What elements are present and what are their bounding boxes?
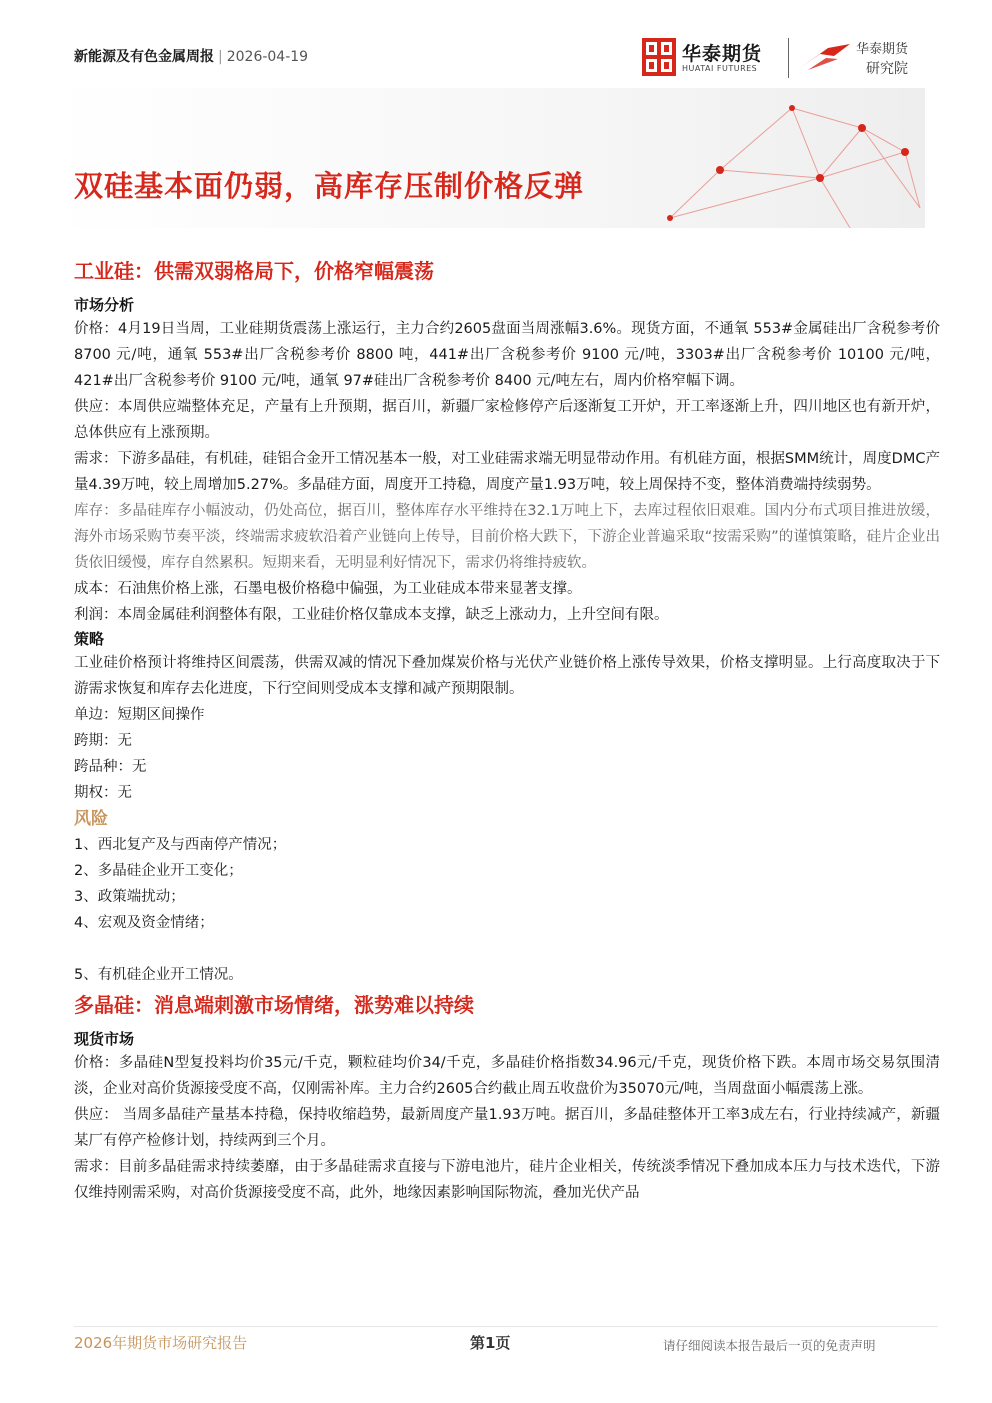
section-heading-polysilicon: 多晶硅：消息端刺激市场情绪，涨势难以持续 xyxy=(74,993,474,1017)
title-banner xyxy=(50,88,925,228)
risk-item: 3、政策端扰动； xyxy=(74,889,185,905)
silicon-inventory-paragraph: 库存：多晶硅库存小幅波动，仍处高位，据百川，整体库存水平维持在32.1万吨上下，去库过程依旧艰难。国内分布式项目推进放缓，海外市场采购节奏平淡，终端需求疲软沿着产业链向上传导，目前价格大跌下，下游企业普遍采取“按需采购”的谨慎策略，硅片企业出货依旧缓慢，库存自然累积。短期来看，无明显利好情况下，需求仍将维持疲软。 xyxy=(74,503,940,571)
page-number: 第1页 xyxy=(470,1334,511,1352)
strategy-cross: 跨品种：无 xyxy=(74,759,147,775)
silicon-demand-paragraph: 需求：下游多晶硅，有机硅，硅铝合金开工情况基本一般，对工业硅需求端无明显带动作用。有机硅方面，根据SMM统计，周度DMC产量4.39万吨，较上周增加5.27%。多晶硅方面，周度开工持稳，周度产量1.93万吨，较上周保持不变，整体消费端持续弱势。 xyxy=(74,451,940,493)
silicon-strategy-paragraph: 工业硅价格预计将维持区间震荡，供需双减的情况下叠加煤炭价格与光伏产业链价格上涨传导效果，价格支撑明显。上行高度取决于下游需求恢复和库存去化进度，下行空间则受成本支撑和减产预期限制。 xyxy=(74,655,940,697)
risk-item: 5、有机硅企业开工情况。 xyxy=(74,967,243,983)
strategy-label: 策略 xyxy=(74,630,105,648)
strategy-spread: 跨期：无 xyxy=(74,733,132,749)
silicon-cost-paragraph: 成本：石油焦价格上涨，石墨电极价格稳中偏强，为工业硅成本带来显著支撑。 xyxy=(74,581,582,597)
huatai-futures-logo xyxy=(642,36,782,82)
spacer xyxy=(74,936,940,962)
silicon-supply-paragraph: 供应：本周供应端整体充足，产量有上升预期，据百川，新疆厂家检修停产后逐渐复工开炉，开工率逐渐上升，四川地区也有新开炉，总体供应有上涨预期。 xyxy=(74,399,940,441)
strategy-option: 期权：无 xyxy=(74,785,132,801)
spot-market-label: 现货市场 xyxy=(74,1030,135,1048)
report-header xyxy=(74,46,308,66)
silicon-price-paragraph: 价格：4月19日当周，工业硅期货震荡上涨运行，主力合约2605盘面当周涨幅3.6%。现货方面，不通氧 553#金属硅出厂含税参考价 8700 元/吨，通氧 553#出厂含税参考价 8800 吨，441#出厂含税参考价 9100 元/吨，3303#出厂含税参考价 10100 元/吨，421#出厂含税参考价 9100 元/吨，通氧 97#硅出厂含税参考价 8400 元/吨左右，周内价格窄幅下调。 xyxy=(74,321,940,389)
disclaimer-note: 请仔细阅读本报告最后一页的免责声明 xyxy=(663,1338,876,1353)
risk-item: 2、多晶硅企业开工变化； xyxy=(74,863,243,879)
footer-report-name: 2026年期货市场研究报告 xyxy=(74,1334,248,1352)
research-institute-logo xyxy=(798,36,928,82)
document-title: 双硅基本面仍弱，高库存压制价格反弹 xyxy=(74,169,585,203)
company-name-en: HUATAI FUTURES xyxy=(682,64,758,73)
market-analysis-label: 市场分析 xyxy=(74,296,135,314)
logo-divider xyxy=(788,38,789,78)
report-date: 2026-04-19 xyxy=(226,49,309,65)
report-content xyxy=(74,256,940,1206)
institute-line1: 华泰期货 xyxy=(856,42,909,57)
institute-logo-icon xyxy=(798,42,852,72)
poly-demand-paragraph: 需求：目前多晶硅需求持续萎靡，由于多晶硅需求直接与下游电池片，硅片企业相关，传统淡季情况下叠加成本压力与技术迭代，下游仅维持刚需采购，对高价货源接受度不高，此外，地缘因素影响国际物流，叠加光伏产品 xyxy=(74,1159,940,1201)
risk-label: 风险 xyxy=(74,809,108,829)
institute-line2: 研究院 xyxy=(866,61,908,77)
strategy-single: 单边：短期区间操作 xyxy=(74,707,205,723)
risk-item: 1、西北复产及与西南停产情况； xyxy=(74,837,287,853)
footer-rule xyxy=(74,1326,938,1327)
poly-supply-paragraph: 供应： 当周多晶硅产量基本持稳，保持收缩趋势，最新周度产量1.93万吨。据百川，多晶硅整体开工率3成左右，行业持续减产，新疆某厂有停产检修计划，持续两到三个月。 xyxy=(74,1107,940,1149)
huatai-logo-icon xyxy=(642,38,676,76)
risk-item: 4、宏观及资金情绪； xyxy=(74,915,214,931)
company-name-cn: 华泰期货 xyxy=(682,43,763,65)
silicon-profit-paragraph: 利润：本周金属硅利润整体有限，工业硅价格仅靠成本支撑，缺乏上涨动力，上升空间有限。 xyxy=(74,607,669,623)
poly-price-paragraph: 价格：多晶硅N型复投料均价35元/千克，颗粒硅均价34/千克，多晶硅价格指数34.96元/千克，现货价格下跌。本周市场交易氛围清淡，企业对高价货源接受度不高，仅刚需补库。主力合约2605合约截止周五收盘价为35070元/吨，当周盘面小幅震荡上涨。 xyxy=(74,1055,940,1097)
section-heading-silicon: 工业硅：供需双弱格局下，价格窄幅震荡 xyxy=(74,259,434,283)
report-name: 新能源及有色金属周报 xyxy=(74,49,214,65)
header-separator: | xyxy=(218,49,223,65)
network-graphic xyxy=(50,88,925,228)
